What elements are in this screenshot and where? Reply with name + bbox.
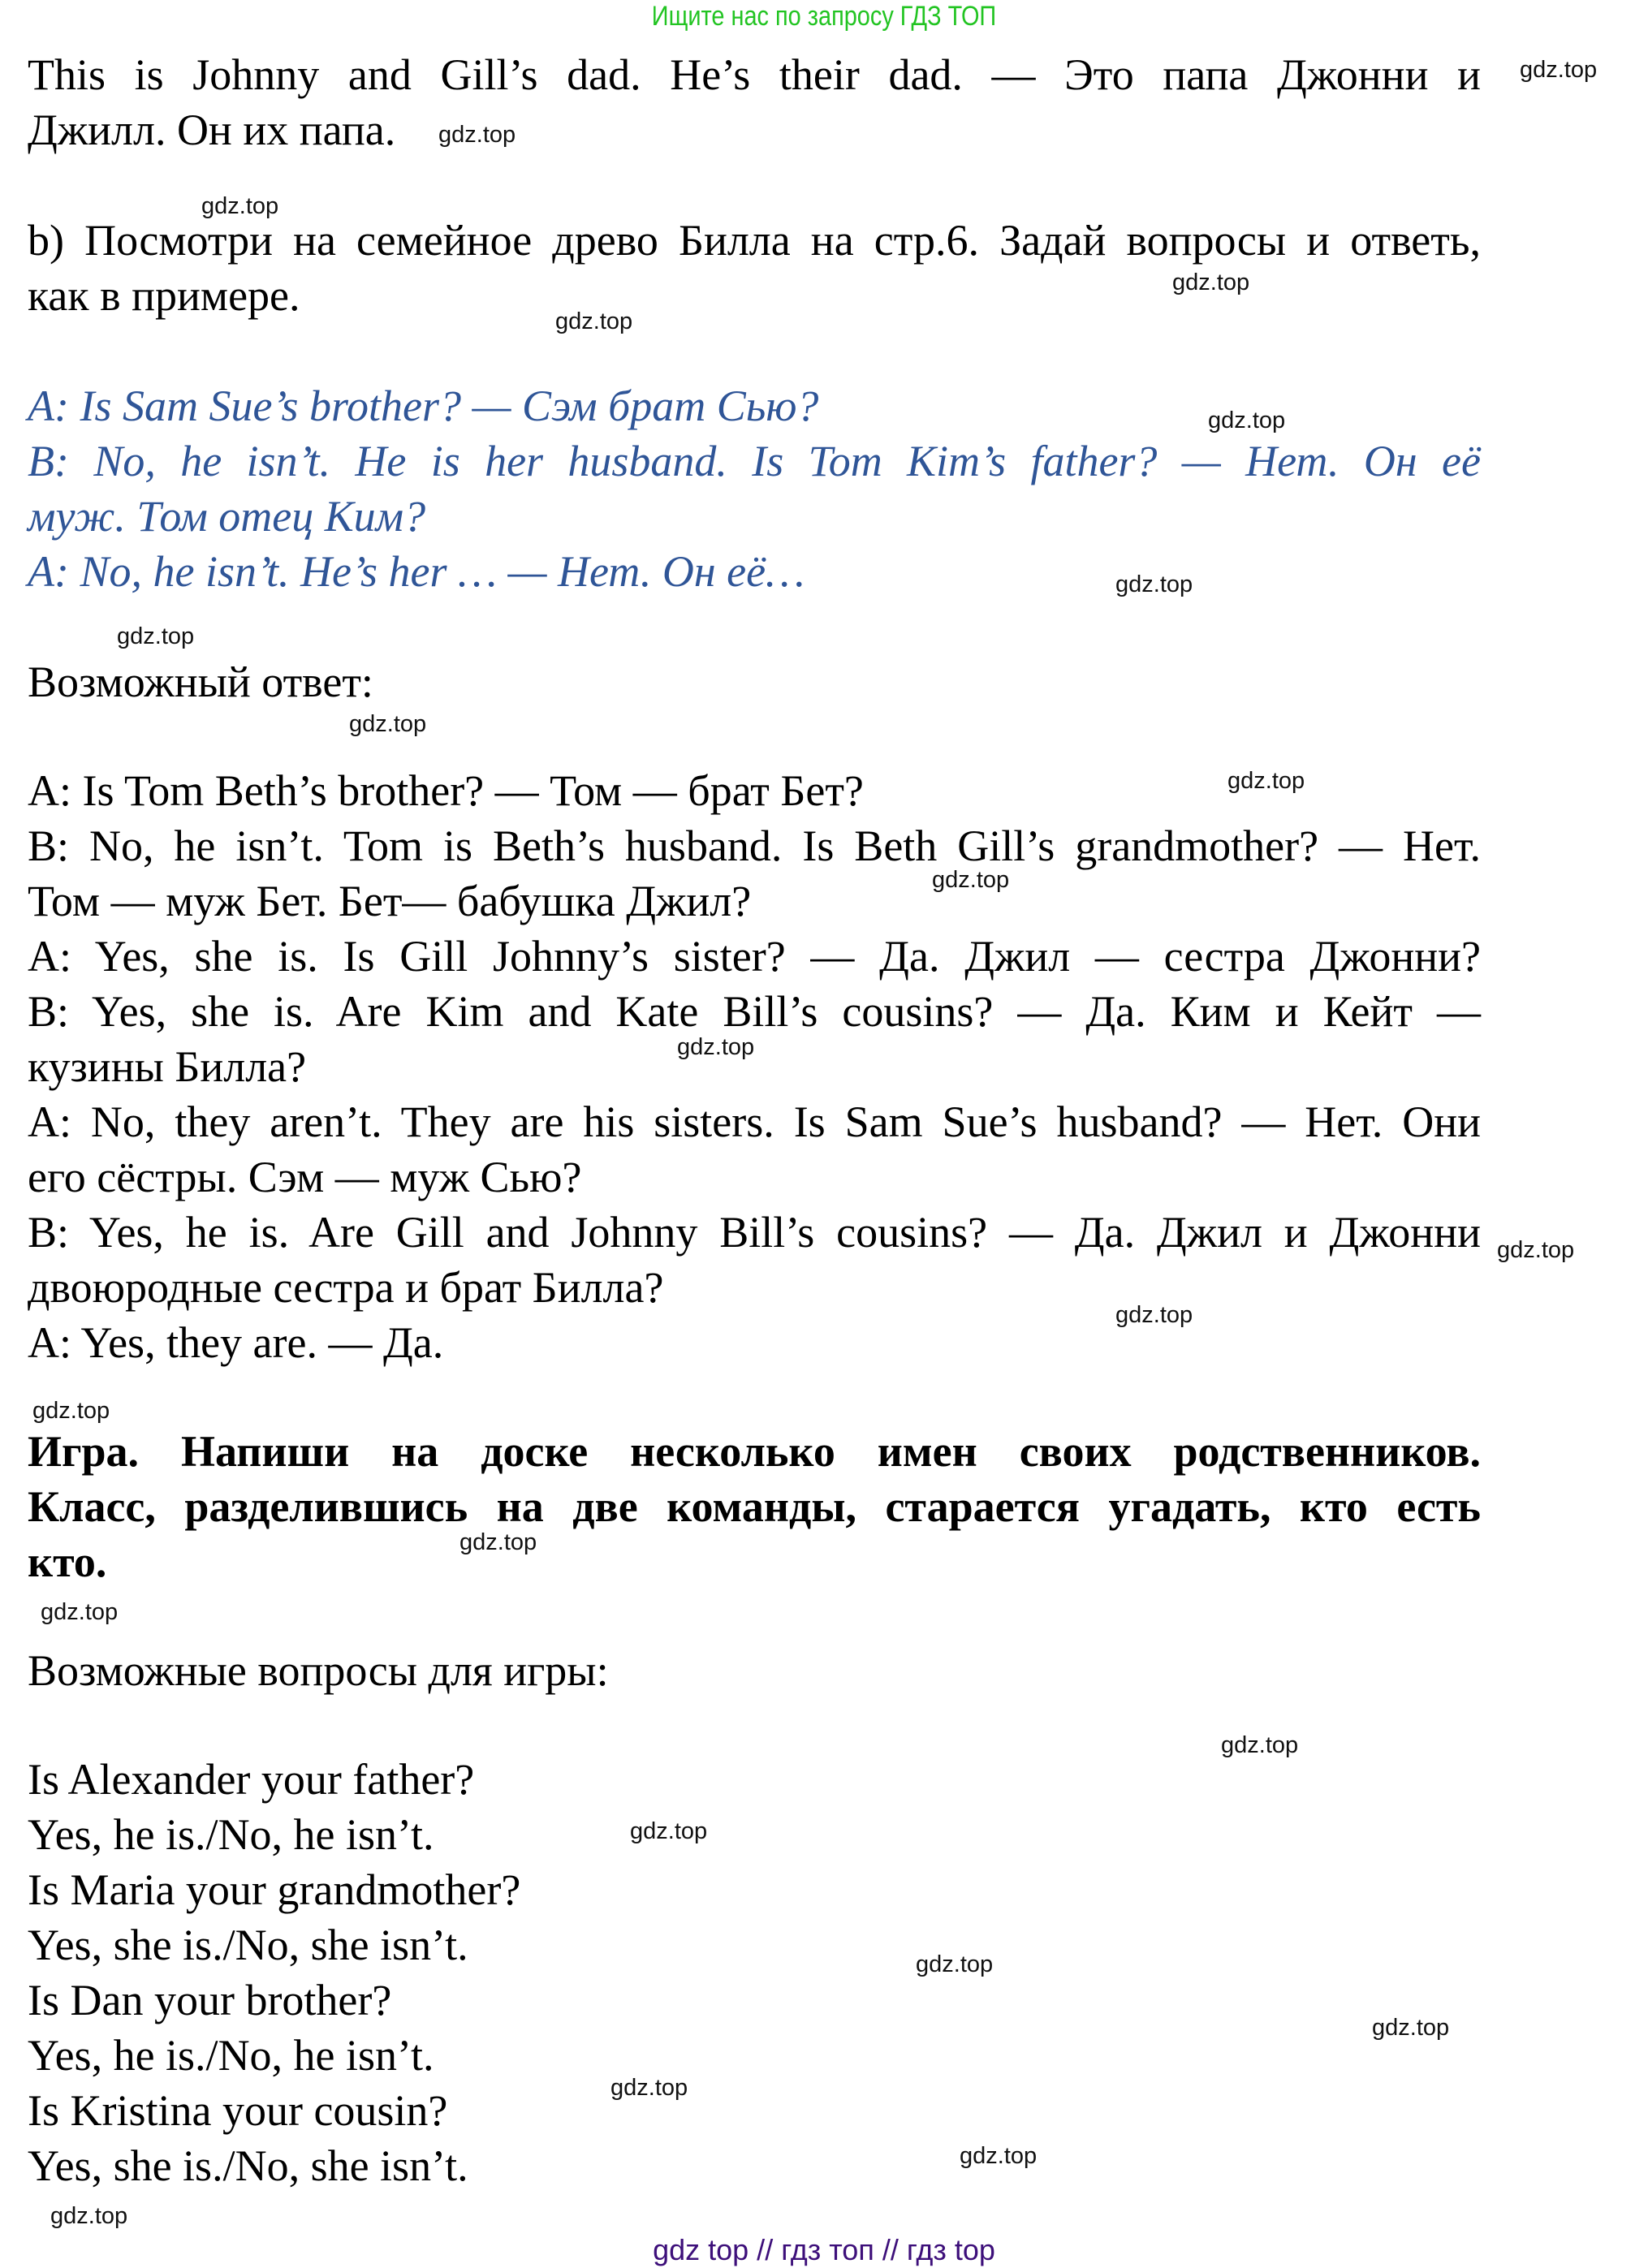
watermark: gdz.top — [459, 1529, 537, 1555]
answer-line: Том — муж Бет. Бет— бабушка Джил? — [28, 877, 752, 925]
watermark: gdz.top — [960, 2143, 1038, 2169]
answer-line: B: Yes, he is. Are Gill and Johnny Bill’s cousins? — Да. Джил и Джонни — [28, 1208, 1481, 1257]
game-task-line: Игра. Напиши на доске несколько имен своих родственников. — [28, 1427, 1481, 1476]
example-line: A: No, he isn’t. He’s her … — Нет. Он её… — [28, 547, 805, 596]
answer-line: его сёстры. Сэм — муж Сью? — [28, 1153, 582, 1201]
watermark: gdz.top — [117, 623, 195, 649]
answer-line: кузины Билла? — [28, 1042, 307, 1091]
intro-line-2 — [28, 102, 1481, 157]
answer-line: B: Yes, she is. Are Kim and Kate Bill’s cousins? — Да. Ким и Кейт — — [28, 987, 1481, 1036]
intro-line-1: This is Johnny and Gill’s dad. He’s their dad. — Это папа Джонни и — [28, 50, 1481, 99]
watermark: gdz.top — [916, 1951, 994, 1977]
task-b-line-1: b) Посмотри на семейное древо Билла на стр.6. Задай вопросы и ответь, — [28, 216, 1481, 265]
watermark: gdz.top — [201, 193, 279, 219]
watermark: gdz.top — [610, 2075, 688, 2101]
footer-links[interactable]: gdz top // гдз топ // гдз top — [653, 2233, 995, 2266]
watermark: gdz.top — [1372, 2015, 1450, 2041]
answer-line: A: Yes, they are. — Да. — [28, 1318, 444, 1367]
question-line: Yes, she is./No, she isn’t. — [28, 1921, 468, 1969]
question-line: Is Dan your brother? — [28, 1976, 392, 2024]
watermark: gdz.top — [1221, 1732, 1299, 1758]
question-line: Yes, he is./No, he isn’t. — [28, 1810, 434, 1859]
question-line: Is Maria your grandmother? — [28, 1865, 521, 1914]
question-line: Yes, he is./No, he isn’t. — [28, 2031, 434, 2080]
watermark: gdz.top — [677, 1034, 755, 1060]
watermark: gdz.top — [1227, 768, 1305, 794]
watermark: gdz.top — [438, 122, 516, 148]
site-banner[interactable]: Ищите нас по запросу ГДЗ ТОП — [651, 1, 997, 32]
watermark: gdz.top — [349, 711, 427, 737]
watermark: gdz.top — [1520, 57, 1598, 83]
intro-line-2-text: Джилл. Он их папа. — [28, 106, 396, 154]
example-line: муж. Том отец Ким? — [28, 492, 426, 541]
question-line: Is Kristina your cousin? — [28, 2086, 448, 2135]
question-line: Yes, she is./No, she isn’t. — [28, 2141, 468, 2190]
answer-line: A: Yes, she is. Is Gill Johnny’s sister? — Да. Джил — сестра Джонни? — [28, 932, 1481, 981]
game-task-line: кто. — [28, 1537, 107, 1586]
watermark: gdz.top — [1115, 571, 1193, 597]
game-task-line: Класс, разделившись на две команды, старается угадать, кто есть — [28, 1482, 1481, 1531]
watermark: gdz.top — [555, 308, 633, 334]
watermark: gdz.top — [1497, 1237, 1575, 1263]
watermark: gdz.top — [932, 867, 1010, 893]
answer-line: A: Is Tom Beth’s brother? — Том — брат Бет? — [28, 766, 864, 815]
watermark: gdz.top — [630, 1818, 708, 1844]
example-line: B: No, he isn’t. He is her husband. Is Tom Kim’s father? — Нет. Он её — [28, 437, 1481, 485]
task-b-line-2: как в примере. — [28, 271, 300, 320]
watermark: gdz.top — [1172, 269, 1250, 295]
watermark: gdz.top — [41, 1599, 119, 1625]
watermark: gdz.top — [1115, 1302, 1193, 1328]
watermark: gdz.top — [1208, 407, 1286, 433]
watermark: gdz.top — [32, 1398, 110, 1424]
answer-line: двоюродные сестра и брат Билла? — [28, 1263, 664, 1312]
question-line: Is Alexander your father? — [28, 1755, 475, 1804]
answer-line: A: No, they aren’t. They are his sisters. Is Sam Sue’s husband? — Нет. Они — [28, 1097, 1481, 1146]
example-line: A: Is Sam Sue’s brother? — Сэм брат Сью? — [28, 382, 819, 430]
watermark: gdz.top — [50, 2203, 128, 2229]
questions-heading: Возможные вопросы для игры: — [28, 1646, 609, 1695]
answer-heading: Возможный ответ: — [28, 658, 373, 706]
answer-line: B: No, he isn’t. Tom is Beth’s husband. Is Beth Gill’s grandmother? — Нет. — [28, 821, 1481, 870]
